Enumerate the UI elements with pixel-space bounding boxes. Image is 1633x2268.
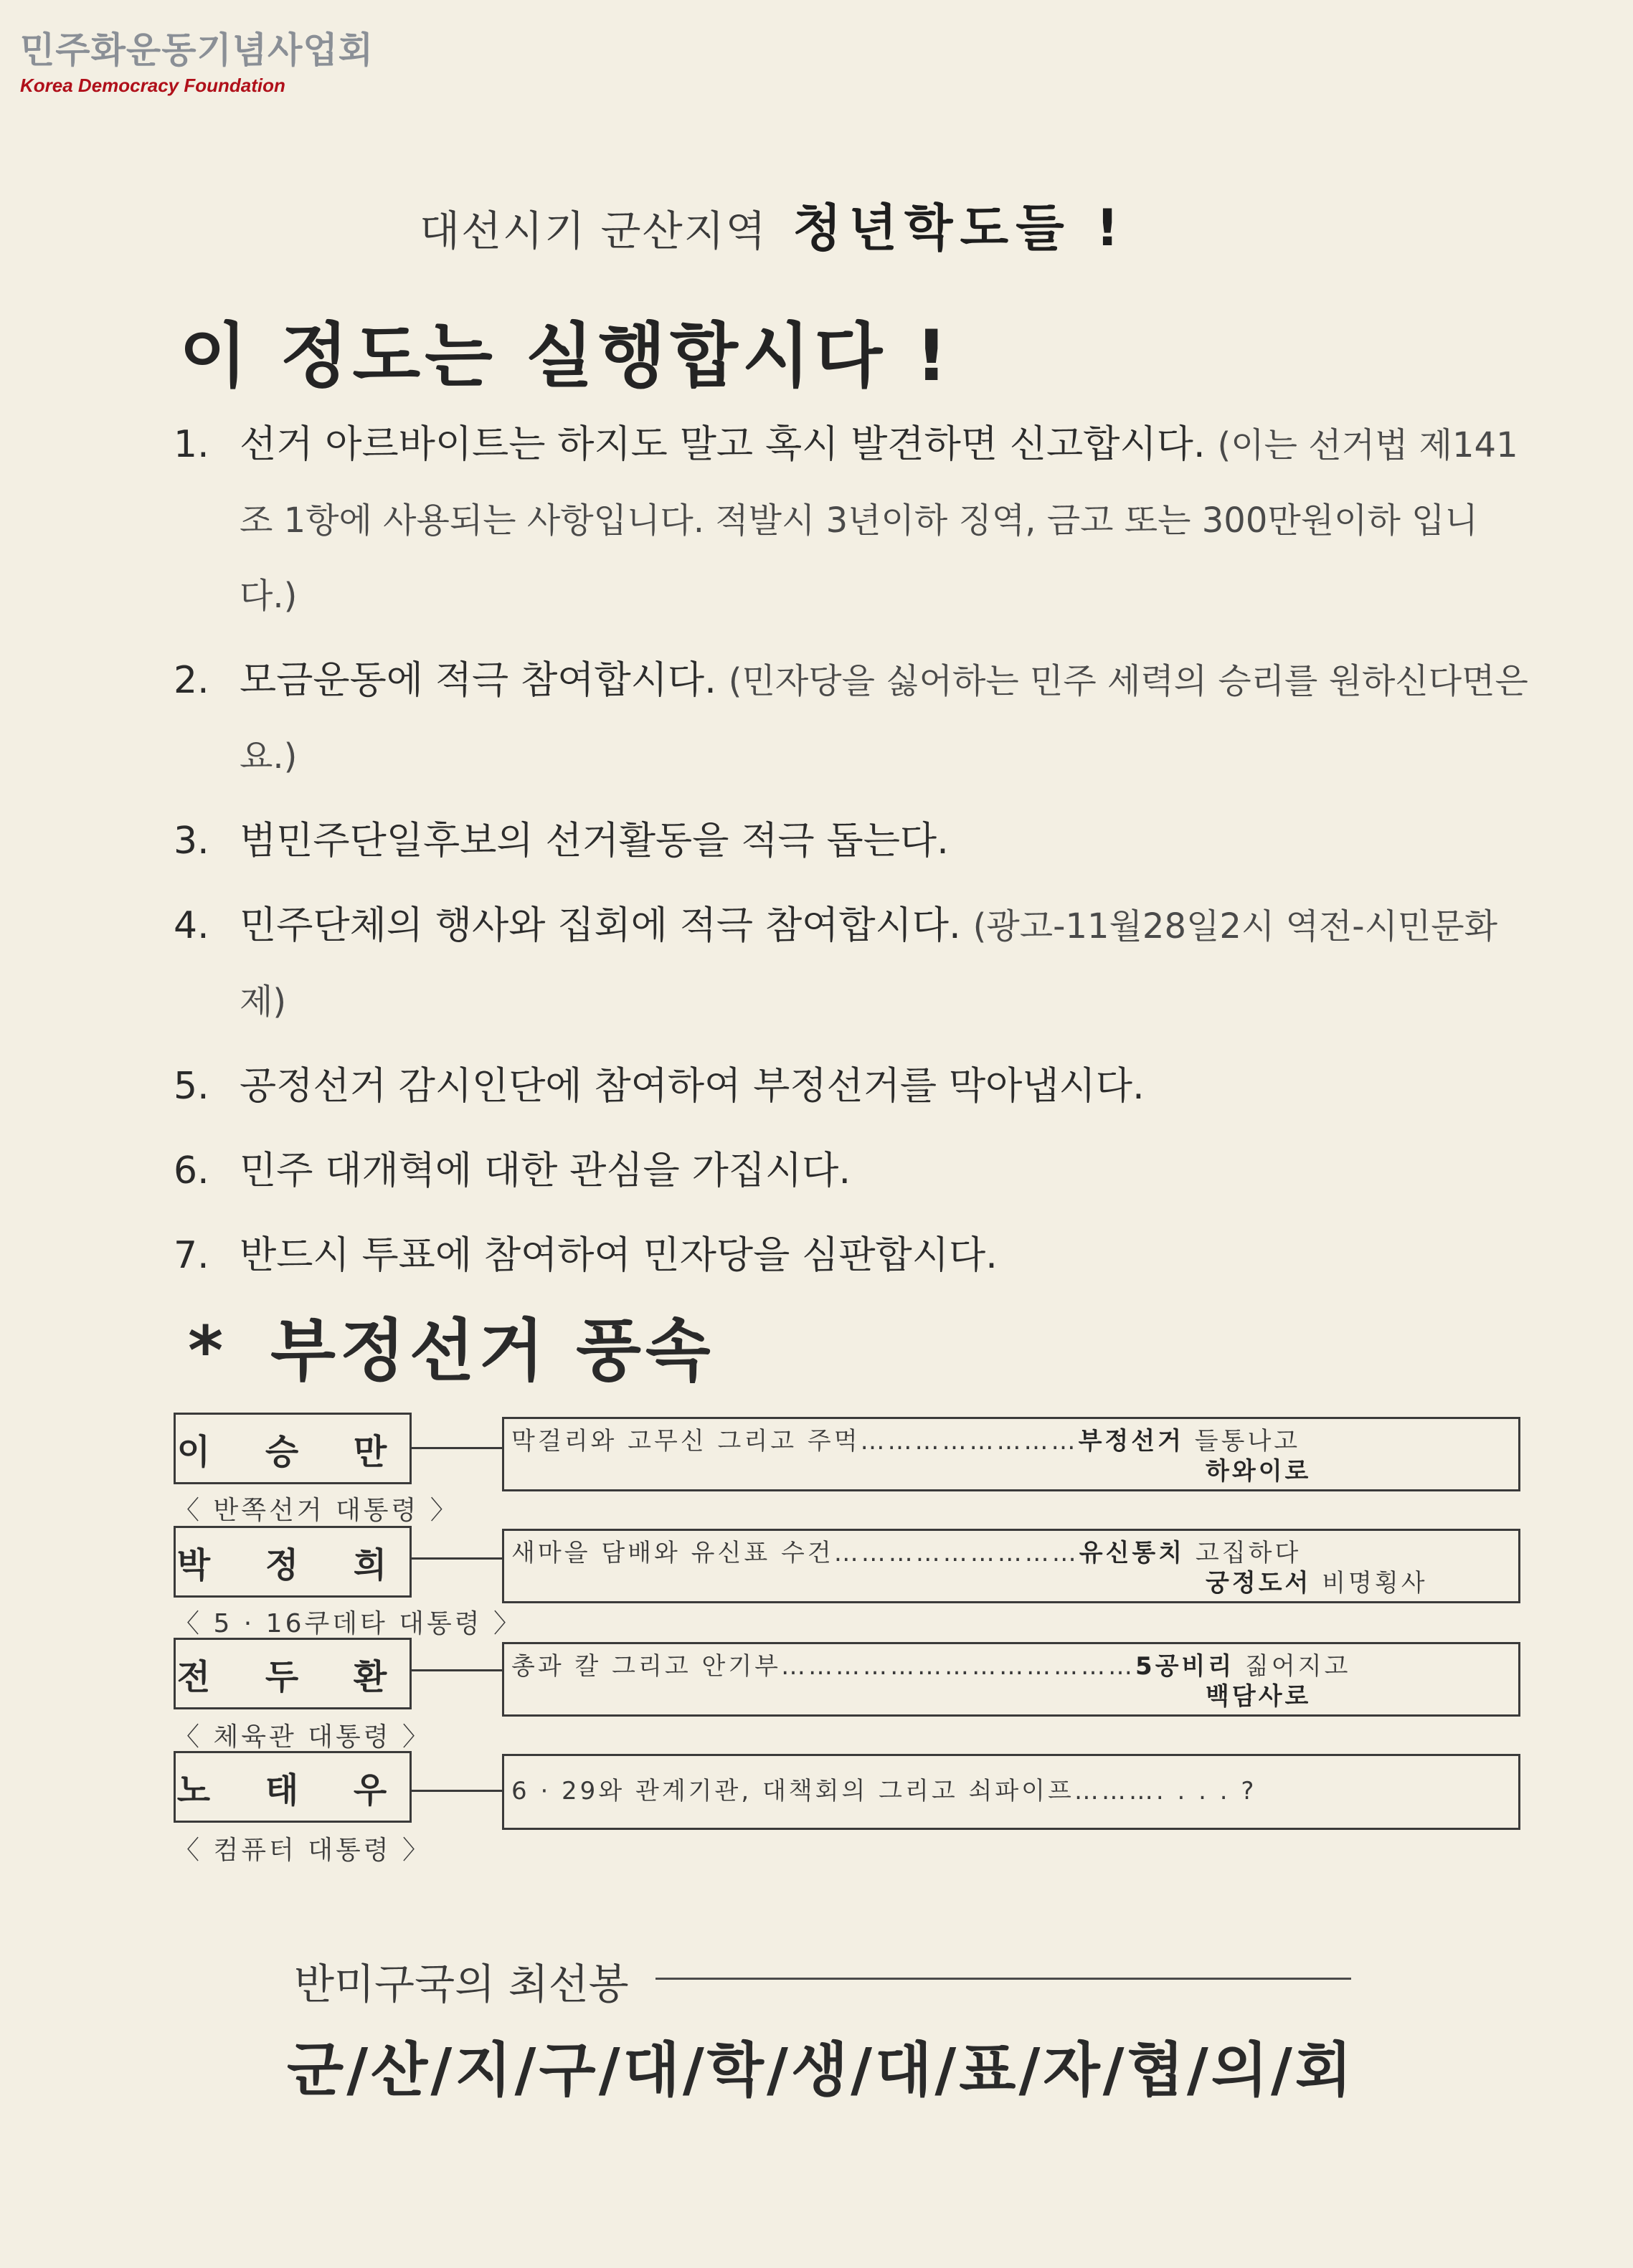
- item-number: 2.: [174, 659, 209, 702]
- item-main: 모금운동에 적극 참여합시다.: [240, 658, 716, 702]
- desc-bold: 유신통치: [1079, 1539, 1185, 1567]
- list-item: [174, 1134, 1529, 1208]
- desc-left: 6 · 29와 관계기관, 대책회의 그리고 쇠파이프………. . . . ?: [511, 1777, 1257, 1806]
- item-number: 5.: [174, 1065, 209, 1108]
- item-main: 반드시 투표에 참여하여 민자당을 심판합시다.: [240, 1233, 998, 1277]
- watermark-english: Korea Democracy Foundation: [20, 75, 285, 96]
- desc-right: 고집하다: [1185, 1539, 1302, 1567]
- president-name-box: 전 두 환: [174, 1638, 412, 1709]
- list-item: [174, 888, 1529, 1039]
- desc-line2-rest: 하와이로: [1206, 1457, 1312, 1486]
- president-name-box: 노 태 우: [174, 1751, 412, 1823]
- list-item: [174, 407, 1529, 633]
- item-note: (이는 선거법 제141조 1항에 사용되는 사항입니다. 적발시 3년이하 징역, 금고 또는 300만원이하 입니다.): [240, 425, 1518, 616]
- list-item: [174, 1049, 1529, 1124]
- desc-line2-bold: 백담사로: [1206, 1682, 1312, 1711]
- item-number: 3.: [174, 820, 209, 863]
- desc-line2: [511, 1568, 1511, 1598]
- desc-bold: 5공비리: [1135, 1652, 1235, 1681]
- item-text: [240, 1218, 1529, 1293]
- asterisk-icon: *: [188, 1312, 228, 1390]
- footer-subtitle: 반미구국의 최선봉: [294, 1960, 629, 2008]
- footer-rule: [655, 1978, 1351, 1980]
- item-main: 범민주단일후보의 선거활동을 적극 돕는다.: [240, 819, 949, 863]
- president-name-box: 박 정 희: [174, 1526, 412, 1598]
- item-main: 공정선거 감시인단에 참여하여 부정선거를 막아냅시다.: [240, 1064, 1145, 1108]
- subtitle-prefix: 대선시기 군산지역: [420, 207, 767, 255]
- list-item: [174, 643, 1529, 794]
- desc-right: 짊어지고: [1234, 1652, 1351, 1681]
- item-main: 선거 아르바이트는 하지도 말고 혹시 발견하면 신고합시다.: [240, 422, 1206, 466]
- desc-bold: 부정선거: [1078, 1427, 1184, 1456]
- item-note: (광고-11월28일2시 역전-시민문화제): [240, 906, 1498, 1022]
- item-text: [240, 888, 1529, 1039]
- desc-right: 들통나고: [1183, 1427, 1301, 1456]
- item-main: 민주단체의 행사와 집회에 적극 참여합시다.: [240, 903, 961, 947]
- subtitle: [420, 188, 1126, 260]
- watermark-logo: [20, 29, 374, 96]
- desc-line2: [511, 1456, 1511, 1486]
- connector-line: [412, 1669, 502, 1671]
- item-number: 1.: [174, 423, 209, 466]
- section-title: [188, 1296, 715, 1393]
- connector-line: [412, 1557, 502, 1560]
- president-caption: 〈 체육관 대통령 〉: [174, 1722, 431, 1752]
- item-text: [240, 1134, 1529, 1208]
- item-number: 6.: [174, 1149, 209, 1192]
- item-text: [240, 643, 1529, 794]
- item-number: 4.: [174, 904, 209, 947]
- item-note: (민자당을 싫어하는 민주 세력의 승리를 원하신다면은요.): [240, 661, 1528, 777]
- item-text: [240, 804, 1529, 878]
- president-description: [502, 1417, 1520, 1491]
- desc-line2: [511, 1681, 1511, 1712]
- footer-organization: 군/산/지/구/대/학/생/대/표/자/협/의/회: [287, 2036, 1355, 2105]
- desc-line2-rest: 비명횡사: [1311, 1569, 1428, 1598]
- action-list: [174, 407, 1529, 1303]
- desc-left: 막걸리와 고무신 그리고 주먹……………………: [511, 1427, 1079, 1456]
- president-name-box: 이 승 만: [174, 1413, 412, 1484]
- item-text: [240, 1049, 1529, 1124]
- desc-left: 새마을 담배와 유신표 수건………………………: [511, 1539, 1079, 1567]
- president-caption: 〈 컴퓨터 대통령 〉: [174, 1836, 431, 1865]
- subtitle-bold: 청년학도들 !: [792, 199, 1127, 257]
- watermark-korean: 민주화운동기념사업회: [20, 29, 374, 71]
- item-text: [240, 407, 1529, 633]
- list-item: [174, 1218, 1529, 1293]
- president-caption: 〈 5 · 16쿠데타 대통령 〉: [174, 1609, 523, 1638]
- connector-line: [412, 1790, 502, 1792]
- president-description: [502, 1754, 1520, 1830]
- president-description: [502, 1529, 1520, 1603]
- item-number: 7.: [174, 1234, 209, 1277]
- president-description: [502, 1642, 1520, 1717]
- connector-line: [412, 1447, 502, 1449]
- desc-left: 총과 칼 그리고 안기부…………………………………: [511, 1652, 1136, 1681]
- item-main: 민주 대개혁에 대한 관심을 가집시다.: [240, 1149, 851, 1192]
- president-caption: 〈 반쪽선거 대통령 〉: [174, 1496, 459, 1525]
- section-title-text: 부정선거 풍속: [270, 1312, 715, 1390]
- main-title: 이 정도는 실행합시다 !: [179, 315, 952, 397]
- desc-line2-bold: 궁정도서: [1206, 1569, 1312, 1598]
- list-item: [174, 804, 1529, 878]
